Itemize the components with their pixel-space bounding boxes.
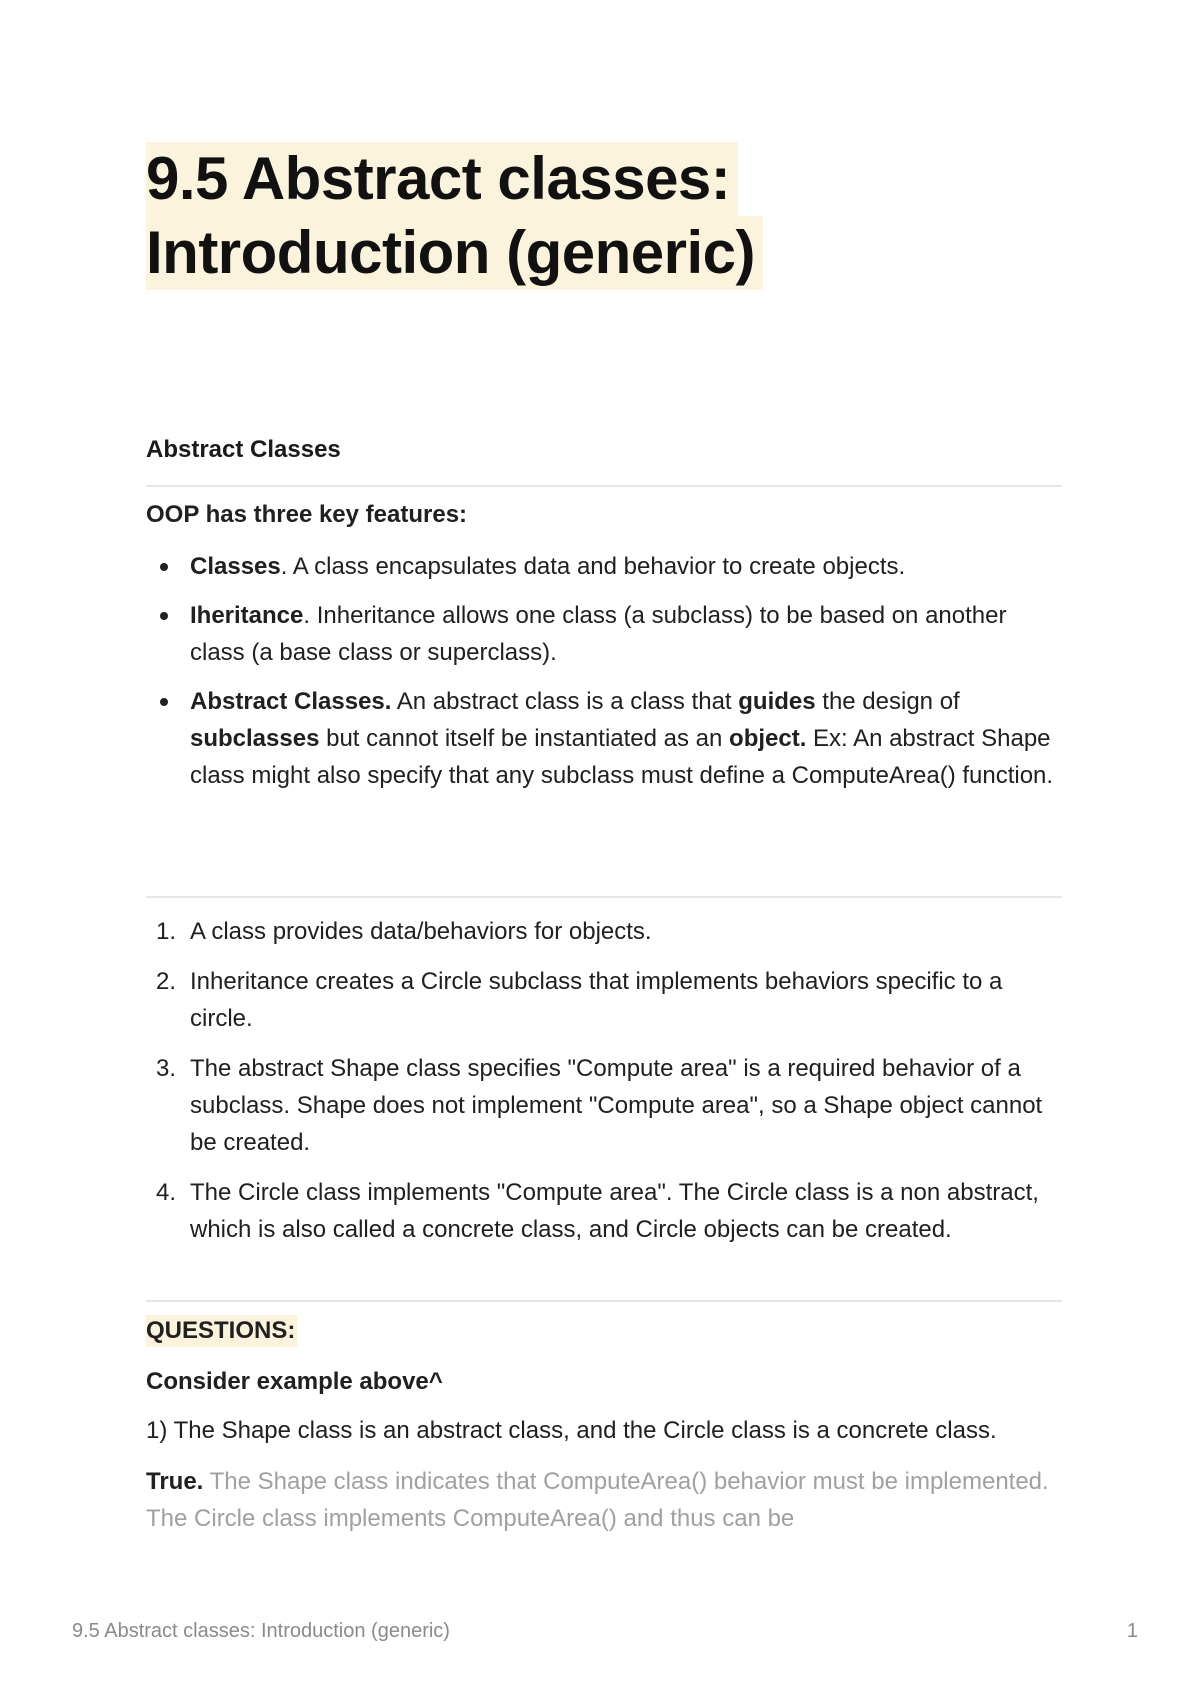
question-1: 1) The Shape class is an abstract class, and the Circle class is a concrete class. (146, 1417, 997, 1444)
consider-label: Consider example above^ (146, 1368, 443, 1395)
list-item (146, 1174, 1062, 1248)
answer-explanation: The Shape class indicates that ComputeArea() behavior must be implemented. The Circle class implements ComputeArea() and thus can be (146, 1468, 1049, 1532)
divider (146, 1300, 1062, 1302)
feature-text: An abstract class is a class that (391, 688, 739, 715)
step-text: The Circle class implements "Compute area". The Circle class is a non abstract, which is also called a concrete class, and Circle objects can be created. (190, 1179, 1039, 1243)
feature-text: but cannot itself be instantiated as an (319, 725, 730, 752)
page-title-line-2: Introduction (generic) (146, 216, 763, 290)
bullet-icon (160, 698, 168, 706)
list-item (146, 913, 1062, 950)
feature-term: Iheritance (190, 602, 304, 629)
emphasis: guides (738, 688, 816, 715)
page-title-line-1: 9.5 Abstract classes: (146, 142, 738, 216)
bullet-icon (160, 563, 168, 571)
list-item (146, 963, 1062, 1037)
list-item (146, 1050, 1062, 1161)
bullet-icon (160, 612, 168, 620)
step-text: A class provides data/behaviors for objects. (190, 918, 652, 945)
emphasis: object. (729, 725, 807, 752)
step-number: 1. (156, 918, 177, 945)
divider (146, 485, 1062, 487)
questions-label: QUESTIONS: (146, 1315, 297, 1347)
section-heading: Abstract Classes (146, 436, 341, 463)
list-item (146, 597, 1062, 671)
feature-text: the design of (815, 688, 960, 715)
features-heading: OOP has three key features: (146, 501, 468, 528)
feature-text: . A class encapsulates data and behavior to create objects. (280, 553, 906, 580)
answer-1 (146, 1463, 1062, 1537)
emphasis: subclasses (190, 725, 320, 752)
steps-list (146, 913, 1062, 1261)
page-number: 1 (1126, 1620, 1138, 1642)
footer-title: 9.5 Abstract classes: Introduction (generic) (72, 1620, 450, 1642)
step-number: 2. (156, 968, 177, 995)
step-number: 3. (156, 1055, 177, 1082)
feature-term: Abstract Classes. (190, 688, 392, 715)
features-list (146, 548, 1062, 806)
divider (146, 896, 1062, 898)
feature-text: . Inheritance allows one class (a subclass) to be based on another class (a base class or superclass). (190, 602, 1007, 666)
answer-label: True. (146, 1468, 204, 1495)
list-item (146, 683, 1062, 794)
list-item (146, 548, 1062, 585)
feature-text: Ex: An abstract Shape class might also specify that any subclass must define a ComputeArea() function. (190, 725, 1054, 789)
step-number: 4. (156, 1179, 177, 1206)
page-title (146, 142, 763, 290)
step-text: The abstract Shape class specifies "Compute area" is a required behavior of a subclass. Shape does not implement "Compute area", so a Shape object cannot be created. (190, 1055, 1043, 1156)
step-text: Inheritance creates a Circle subclass that implements behaviors specific to a circle. (190, 968, 1003, 1032)
feature-term: Classes (190, 553, 281, 580)
